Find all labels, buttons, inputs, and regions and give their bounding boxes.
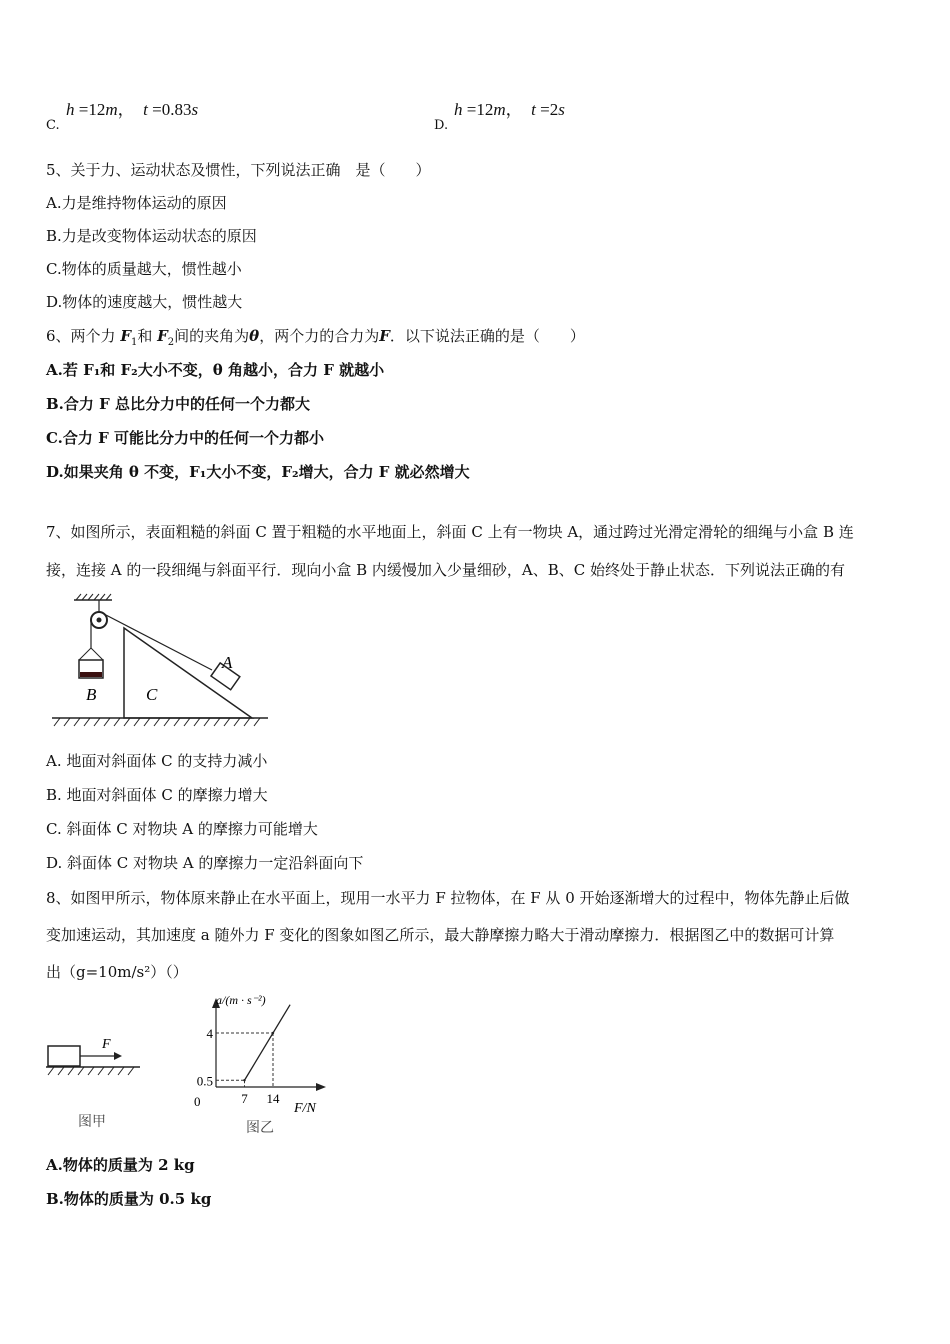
q6-option-b: B.合力 F 总比分力中的任何一个力都大 <box>46 395 310 413</box>
q4-option-d-label: D. <box>434 118 449 133</box>
q8-option-a: A.物体的质量为 2 kg <box>46 1156 195 1174</box>
y-tick-label: 4 <box>206 1026 213 1041</box>
origin-label: 0 <box>194 1094 201 1109</box>
data-point <box>272 1032 274 1034</box>
q7-incline-figure <box>46 590 276 732</box>
data-point <box>243 1079 245 1081</box>
q4-option-c-formula: h =12m， t =0.83s <box>66 100 199 119</box>
q6-stem: 6、两个力 $F_1$和 $F_2$间的夹角为θ，两个力的合力为F．以下说法正确的是（ ） <box>46 327 585 348</box>
q6-option-c: C.合力 F 可能比分力中的任何一个力都小 <box>46 429 324 447</box>
q8-stem-line-1: 8、如图甲所示，物体原来静止在水平面上，现用一水平力 F 拉物体，在 F 从 0 开始逐渐增大的过程中，物体先静止后做 <box>46 889 850 907</box>
q5-option-b: B.力是改变物体运动状态的原因 <box>46 227 257 245</box>
block <box>48 1046 80 1066</box>
q7-option-a: A. 地面对斜面体 C 的支持力减小 <box>46 752 268 770</box>
q7-stem-line-1: 7、如图所示，表面粗糙的斜面 C 置于粗糙的水平地面上，斜面 C 上有一物块 A，通过跨过光滑定滑轮的细绳与小盒 B 连 <box>46 523 854 541</box>
force-arrow-icon <box>114 1052 122 1060</box>
caption-yi: 图乙 <box>246 1121 274 1136</box>
q7-option-c: C. 斜面体 C 对物块 A 的摩擦力可能增大 <box>46 820 318 838</box>
q8-stem-line-2: 变加速运动，其加速度 a 随外力 F 变化的图象如图乙所示，最大静摩擦力略大于滑动摩擦力．根据图乙中的数据可计算 <box>46 926 835 944</box>
y-axis-label: a/(m · s⁻²) <box>216 994 266 1007</box>
x-tick-label: 7 <box>241 1091 248 1106</box>
q6-option-d: D.如果夹角 θ 不变，F₁大小不变，F₂增大，合力 F 就必然增大 <box>46 463 470 481</box>
q5-option-a: A.力是维持物体运动的原因 <box>46 194 227 212</box>
label-a: A <box>222 653 233 672</box>
label-c: C <box>146 685 158 704</box>
x-axis-arrow-icon <box>316 1083 326 1091</box>
q5-stem: 5、关于力、运动状态及惯性，下列说法正确 是（ ） <box>46 161 431 179</box>
q5-option-d: D.物体的速度越大，惯性越大 <box>46 293 243 311</box>
x-axis-label: F/N <box>294 1101 316 1116</box>
caption-jia: 图甲 <box>78 1115 106 1130</box>
series-line <box>245 1005 291 1081</box>
q8-stem-line-3: 出（g=10m/s²）（） <box>46 963 188 981</box>
y-tick-label: 0.5 <box>196 1073 213 1089</box>
q6-option-a: A.若 F₁和 F₂大小不变，θ 角越小，合力 F 就越小 <box>46 361 385 379</box>
q7-option-d: D. 斜面体 C 对物块 A 的摩擦力一定沿斜面向下 <box>46 854 364 872</box>
q7-option-b: B. 地面对斜面体 C 的摩擦力增大 <box>46 786 268 804</box>
q4-option-d-formula: h =12m， t =2s <box>454 100 565 119</box>
q7-stem-line-2: 接，连接 A 的一段细绳与斜面平行．现向小盒 B 内缓慢加入少量细砂，A、B、C 始终处于静止状态．下列说法正确的有 <box>46 561 846 579</box>
q8-figure-jia <box>44 1028 144 1138</box>
q4-option-c-label: C. <box>46 118 60 133</box>
q5-option-c: C.物体的质量越大，惯性越小 <box>46 260 242 278</box>
x-tick-label: 14 <box>266 1091 280 1106</box>
label-b: B <box>86 685 97 704</box>
q8-figure-yi-graph <box>176 994 336 1138</box>
q8-option-b: B.物体的质量为 0.5 kg <box>46 1190 212 1208</box>
force-label: F <box>102 1037 111 1052</box>
